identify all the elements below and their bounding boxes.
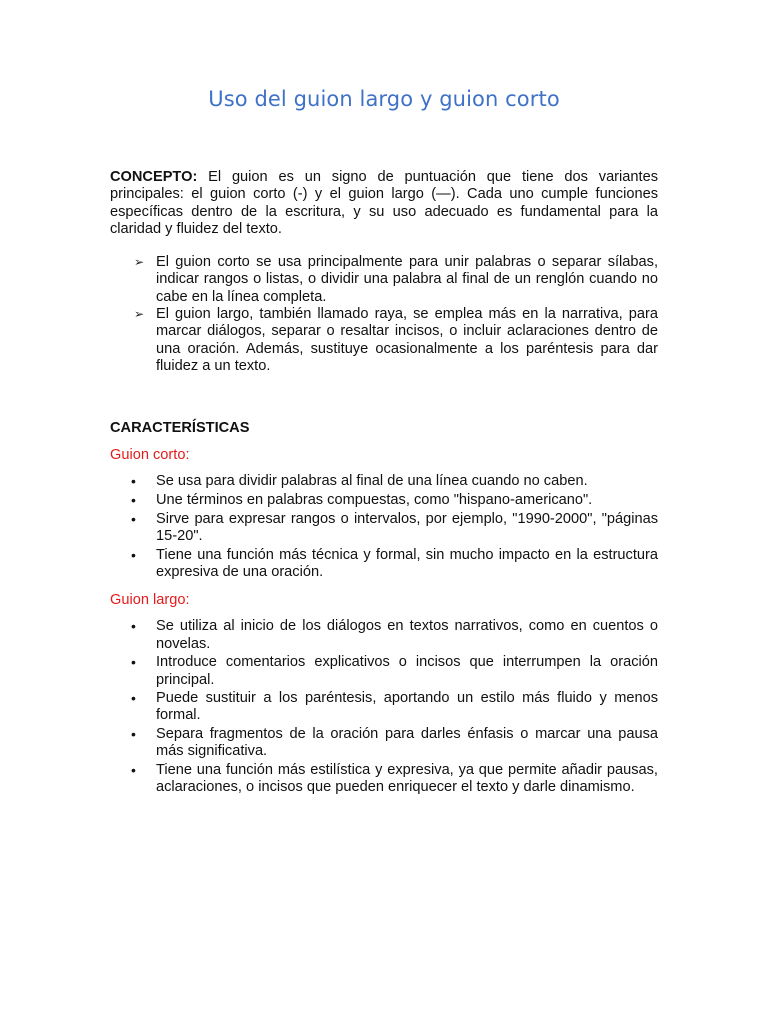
list-item <box>110 492 658 509</box>
list-item <box>110 762 658 797</box>
list-item-text: Introduce comentarios explicativos o incisos que interrumpen la oración principal. <box>156 654 658 688</box>
list-item <box>110 511 658 546</box>
concept-text: El guion es un signo de puntuación que tiene dos variantes principales: el guion corto (-) y el guion largo (—). Cada uno cumple funciones específicas dentro de la escritura, y su uso adecuado es fundamental para la claridad y fluidez del texto. <box>110 169 658 237</box>
list-item-text: Tiene una función más estilística y expresiva, ya que permite añadir pausas, aclaraciones, o incisos que pueden enriquecer el texto y darle dinamismo. <box>156 762 658 796</box>
long-dash-heading: Guion largo: <box>110 592 190 609</box>
bullet-icon: • <box>131 546 136 563</box>
bullet-icon: • <box>131 510 136 527</box>
list-item-text: Se usa para dividir palabras al final de una línea cuando no caben. <box>156 473 588 490</box>
list-item-text: Tiene una función más técnica y formal, sin mucho impacto en la estructura expresiva de una oración. <box>156 546 658 580</box>
arrow-bullet-icon: ➢ <box>134 255 145 270</box>
list-item <box>110 306 658 375</box>
short-dash-heading: Guion corto: <box>110 447 190 464</box>
document-body <box>110 169 658 798</box>
arrow-bullet-icon: ➢ <box>134 307 145 322</box>
bullet-icon: • <box>131 618 136 635</box>
list-item <box>110 473 658 490</box>
long-dash-list <box>110 618 658 797</box>
list-item-text: Une términos en palabras compuestas, como "hispano-americano". <box>156 491 593 508</box>
list-item-text: El guion corto se usa principalmente para unir palabras o separar sílabas, indicar rangos o listas, o dividir una palabra al final de un renglón cuando no cabe en la línea completa. <box>156 254 658 305</box>
list-item-text: El guion largo, también llamado raya, se emplea más en la narrativa, para marcar diálogos, separar o resaltar incisos, o incluir aclaraciones dentro de una oración. Además, sustituye ocasionalmente a los paréntesis para dar fluidez a un texto. <box>156 306 658 374</box>
list-item-text: Se utiliza al inicio de los diálogos en textos narrativos, como en cuentos o novelas. <box>156 618 658 652</box>
concept-label: CONCEPTO: <box>110 169 198 185</box>
list-item <box>110 654 658 689</box>
concept-points-list <box>110 254 658 375</box>
list-item-text: Puede sustituir a los paréntesis, aportando un estilo más fluido y menos formal. <box>156 690 658 724</box>
list-item <box>110 690 658 725</box>
list-item-text: Separa fragmentos de la oración para darles énfasis o marcar una pausa más significativa. <box>156 726 658 760</box>
list-item <box>110 726 658 761</box>
bullet-icon: • <box>131 654 136 671</box>
concept-paragraph <box>110 169 658 238</box>
list-item <box>110 254 658 306</box>
characteristics-heading: CARACTERÍSTICAS <box>110 420 250 437</box>
bullet-icon: • <box>131 473 136 490</box>
bullet-icon: • <box>131 762 136 779</box>
bullet-icon: • <box>131 726 136 743</box>
list-item <box>110 547 658 582</box>
bullet-icon: • <box>131 491 136 508</box>
list-item <box>110 618 658 653</box>
list-item-text: Sirve para expresar rangos o intervalos, por ejemplo, "1990-2000", "páginas 15-20". <box>156 510 658 544</box>
short-dash-list <box>110 473 658 581</box>
bullet-icon: • <box>131 690 136 707</box>
document-title: Uso del guion largo y guion corto <box>208 87 560 111</box>
